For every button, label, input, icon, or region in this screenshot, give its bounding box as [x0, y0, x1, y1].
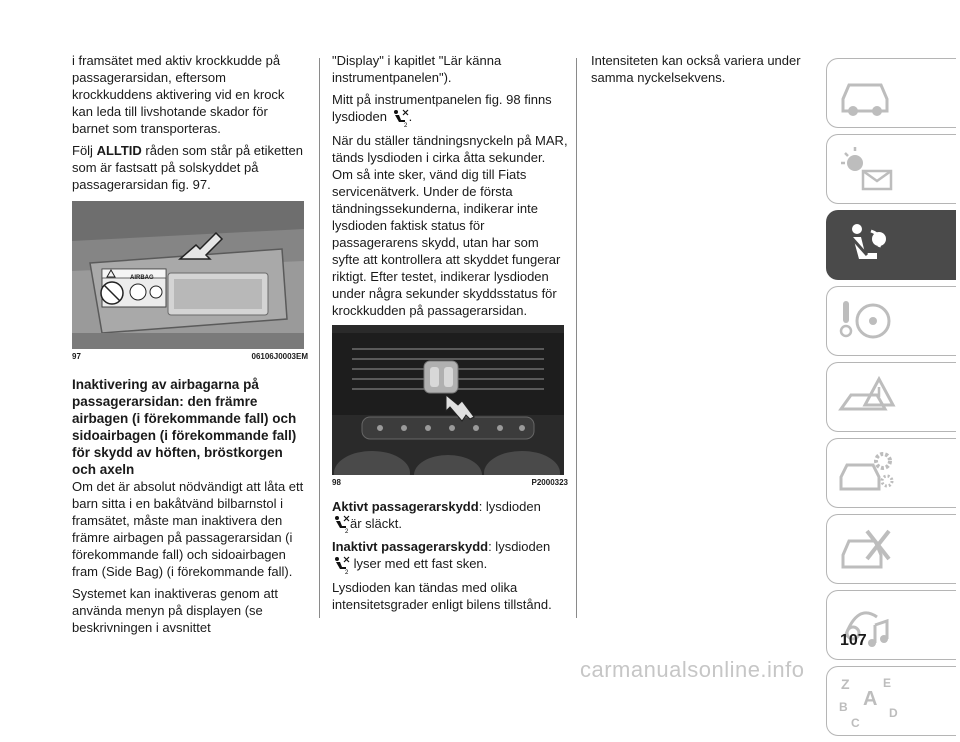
- passenger-airbag-off-icon: [391, 109, 409, 127]
- col2-para3: När du ställer tändningsnyckeln på MAR, tänds lysdioden i cirka åtta sekunder. Om så inte sker, vänd dig till Fiats servicenätverk. Under de första tändningssekunderna, indikerar inte lysdioden faktisk status för passagerarens skydd, utan har som syfte att kontrollera att skyddet fungerar riktigt. Efter testet, indikerar lysdioden under några sekunder skyddsstatus för krockkudden på passagerarsidan.: [332, 132, 568, 318]
- col3-para1: Intensiteten kan också variera under samma nyckelsekvens.: [591, 53, 801, 85]
- column-1: [72, 52, 308, 641]
- svg-text:C: C: [851, 716, 860, 729]
- fig97-airbag-label: AIRBAG: [130, 275, 154, 281]
- tab-technical-data[interactable]: [826, 514, 956, 584]
- col1-para2-pre: Följ: [72, 143, 97, 158]
- col1-para1: i framsätet med aktiv krockkudde på passagerarsidan, eftersom krockkuddens aktivering vid en krock kan leda till livshotande skador för barnet som transporteras.: [72, 53, 285, 136]
- key-steering-icon: [837, 293, 897, 349]
- svg-text:E: E: [883, 676, 892, 690]
- index-abc-icon: [837, 673, 907, 729]
- figure-97-sunvisor-photo: [72, 201, 304, 349]
- col2-para-last: Lysdioden kan tändas med olika intensitetsgrader enligt bilens tillstånd.: [332, 579, 552, 612]
- col1-para3: Om det är absolut nödvändigt att låta ett barn sitta i en bakåtvänd bilbarnstol i framsätet, måste man inaktivera den främre airbagen på passagerarsidan (i förekommande fall) och sidoairbagen fram (Side Bag) (i förekommande fall).: [72, 479, 304, 579]
- lights-warning-icon: [837, 141, 897, 197]
- tab-emergency[interactable]: [826, 362, 956, 432]
- tab-safety-airbag[interactable]: [826, 210, 956, 280]
- svg-text:Z: Z: [841, 676, 850, 692]
- col2-para2: [332, 91, 568, 127]
- alltid-emphasis: ALLTID: [96, 143, 142, 158]
- fig97-number: 97: [72, 352, 81, 361]
- svg-text:2: 2: [403, 122, 407, 127]
- inactive-protection-text: [332, 538, 568, 574]
- car-info-icon: [837, 65, 897, 121]
- maintenance-gear-icon: [837, 445, 897, 501]
- svg-text:B: B: [839, 700, 848, 714]
- fig98-code: P2000323: [531, 477, 568, 487]
- section-heading: Inaktivering av airbagarna på passagerarsidan: den främre airbagen (i förekommande fall) och sidoairbagen (i förekommande fall) för skydd av höften, bröstkorgen och axeln: [72, 377, 297, 477]
- passenger-airbag-off-icon: [332, 556, 350, 574]
- passenger-airbag-off-icon: [332, 515, 350, 533]
- col1-para2-post: råden som står på etiketten som är fastsatt på solskyddet på passagerarsidan fig. 97.: [72, 143, 303, 192]
- page-number: 107: [840, 632, 867, 649]
- svg-text:D: D: [889, 706, 898, 720]
- column-2: [332, 52, 568, 618]
- tab-starting-driving[interactable]: [826, 286, 956, 356]
- figure-97-caption: [72, 352, 308, 362]
- inactive-protection-label: Inaktivt passagerarskydd: [332, 539, 489, 555]
- svg-text:2: 2: [345, 529, 349, 534]
- column-divider-1: [319, 58, 320, 618]
- active-protection-label: Aktivt passagerarskydd: [332, 498, 479, 514]
- airbag-seat-icon: [837, 217, 897, 273]
- tab-maintenance[interactable]: [826, 438, 956, 508]
- fig97-code: 06106J0003EM: [251, 352, 308, 361]
- hazard-road-icon: [837, 369, 897, 425]
- column-divider-2: [576, 58, 577, 618]
- svg-text:2: 2: [345, 569, 349, 574]
- col2-para1: "Display" i kapitlet "Lär känna instrumentpanelen").: [332, 53, 502, 85]
- col1-para4: Systemet kan inaktiveras genom att använda menyn på displayen (se beskrivningen i avsnittet: [72, 586, 278, 635]
- active-protection-rest: : lysdioden: [478, 498, 541, 514]
- figure-98-caption: [332, 478, 568, 488]
- watermark: carmanualsonline.info: [580, 657, 805, 682]
- active-protection-text: [332, 498, 568, 534]
- inactive-protection-tail: lyser med ett fast sken.: [350, 556, 488, 572]
- fig98-number: 98: [332, 477, 341, 487]
- tab-index[interactable]: [826, 666, 956, 736]
- tab-lights-warnings[interactable]: [826, 134, 956, 204]
- tab-car-info[interactable]: [826, 58, 956, 128]
- tools-icon: [837, 521, 897, 577]
- column-3: [591, 52, 811, 91]
- svg-text:A: A: [863, 688, 878, 710]
- inactive-protection-rest: : lysdioden: [488, 539, 551, 555]
- figure-98-dashboard-photo: [332, 325, 564, 475]
- col2-para2-post: .: [408, 109, 413, 124]
- active-protection-tail: är släckt.: [350, 515, 403, 531]
- col2-para2-pre: Mitt på instrumentpanelen fig. 98 finns lysdioden: [332, 92, 552, 124]
- col1-para2: [72, 142, 308, 193]
